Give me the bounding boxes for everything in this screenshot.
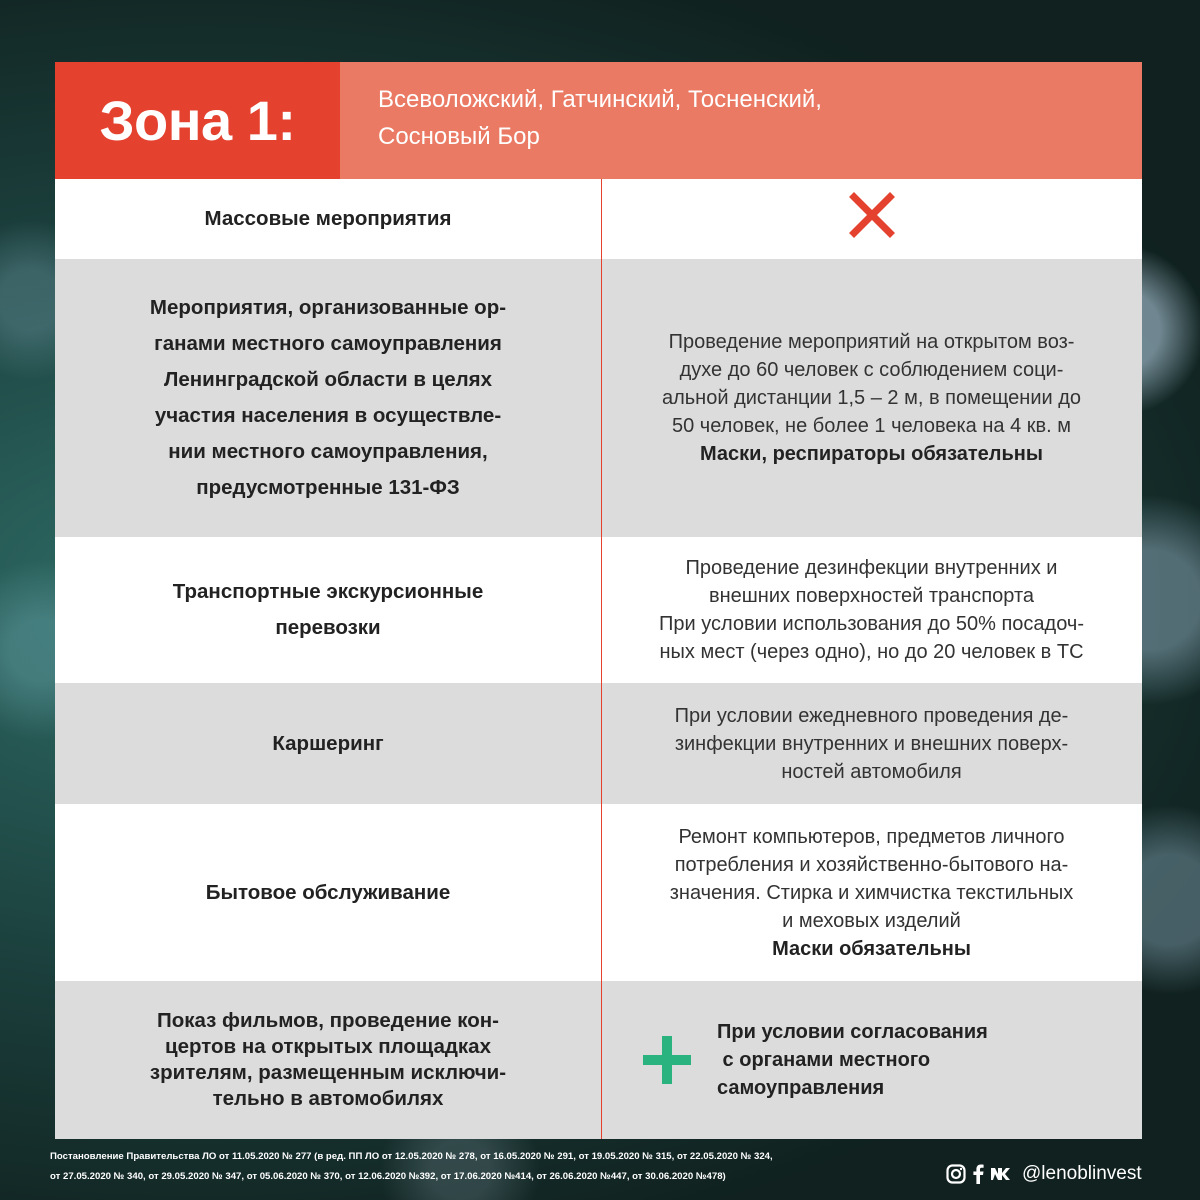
conditions-line: значения. Стирка и химчистка текстильных [669,881,1074,904]
table-row [55,804,1142,981]
activity-line: Показ фильмов, проведение кон- [156,1009,499,1032]
conditions-cell [601,981,1142,1139]
instagram-icon [946,1164,966,1184]
conditions-cell [601,537,1142,683]
conditions-line: и меховых изделий [782,909,961,932]
column-divider [601,179,602,1139]
conditions-line: с органами местного [717,1049,931,1071]
activity-line: цертов на открытых площадках [164,1035,491,1058]
conditions-bold: Маски обязательны [772,937,971,960]
activity-cell [55,683,601,804]
vk-icon [990,1167,1012,1181]
activity-line: зрителям, размещенным исключи- [149,1061,507,1084]
activity-line: предусмотренные 131-ФЗ [196,476,460,499]
conditions-line: ностей автомобиля [781,760,962,783]
districts-line: Всеволожский, Гатчинский, Тосненский, [378,85,822,113]
zone-label: Зона 1: [55,62,340,179]
conditions-line: 50 человек, не более 1 человека на 4 кв. м [671,415,1072,437]
conditions-line: зинфекции внутренних и внешних поверх- [674,732,1069,755]
conditions-line: При условии согласования [717,1021,988,1043]
table-row [55,179,1142,259]
social-handle [946,1161,1142,1187]
activity-line: Мероприятия, организованные ор- [149,296,507,319]
activity-line: Транспортные экскурсионные [172,580,484,603]
conditions-cell [601,259,1142,537]
activity-cell [55,179,601,259]
districts-line: Сосновый Бор [378,122,540,150]
rules-table [55,179,1142,1139]
plus-icon [639,1032,695,1088]
activity-line: ганами местного самоуправления [154,332,502,355]
status-cell [601,179,1142,259]
activity-line: тельно в автомобилях [212,1087,444,1110]
conditions-line: потребления и хозяйственно-бытового на- [674,853,1069,876]
activity-line: Ленинградской области в целях [163,368,493,391]
conditions-line: Проведение дезинфекции внутренних и [685,557,1058,579]
footer-line: Постановление Правительства ЛО от 11.05.2020 № 277 (в ред. ПП ЛО от 12.05.2020 № 278, от 16.05.2020 № 291, от 19.05.2020 № 315, от 22.05.2020 № 324, [50,1151,773,1162]
conditions-line: Ремонт компьютеров, предметов личного [678,825,1065,848]
facebook-icon [972,1164,984,1184]
activity-cell [55,537,601,683]
table-row [55,683,1142,804]
table-row [55,981,1142,1139]
activity-line: нии местного самоуправления, [168,440,488,463]
conditions-line: Проведение мероприятий на открытом воз- [668,331,1075,353]
conditions-line: духе до 60 человек с соблюдением соци- [679,359,1064,381]
activity-cell [55,804,601,981]
conditions-bold: Маски, респираторы обязательны [700,443,1043,465]
conditions-cell [601,683,1142,804]
activity-line: участия населения в осуществле- [154,404,502,427]
conditions-line: альной дистанции 1,5 – 2 м, в помещении до [661,387,1082,409]
conditions-cell [601,804,1142,981]
conditions-line: внешних поверхностей транспорта [708,585,1035,607]
footer-legal-note [50,1147,910,1187]
conditions-line: При условии использования до 50% посадоч- [659,613,1084,635]
zone-info-card [55,62,1142,1139]
activity-line: перевозки [275,616,381,639]
table-row [55,537,1142,683]
activity-text: Бытовое обслуживание [205,880,451,904]
header [55,62,1142,179]
footer-line: от 27.05.2020 № 340, от 29.05.2020 № 347, от 05.06.2020 № 370, от 12.06.2020 №392, от 17.06.2020 №414, от 26.06.2020 №447, от 30.06.2020 №478) [50,1171,726,1182]
conditions-line: самоуправления [717,1077,885,1099]
activity-text: Массовые мероприятия [204,207,452,230]
social-handle-text: @lenoblinvest [1022,1163,1142,1184]
activity-text: Каршеринг [272,731,384,755]
table-row [55,259,1142,537]
districts-list [340,62,1142,179]
conditions-line: При условии ежедневного проведения де- [674,704,1069,727]
activity-cell [55,259,601,537]
cross-icon [848,191,896,239]
conditions-line: ных мест (через одно), но до 20 человек в ТС [659,641,1084,663]
activity-cell [55,981,601,1139]
